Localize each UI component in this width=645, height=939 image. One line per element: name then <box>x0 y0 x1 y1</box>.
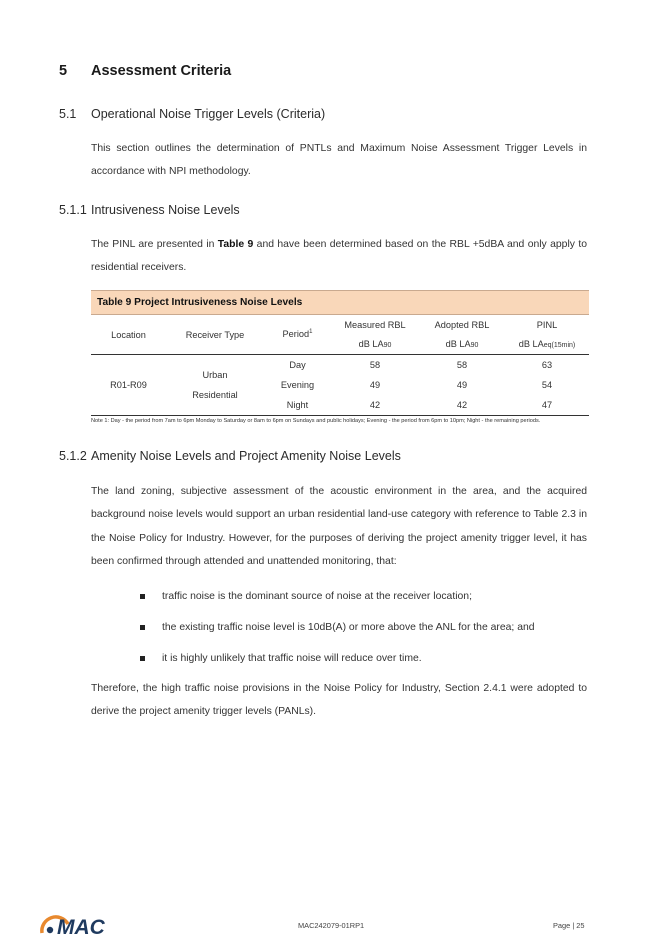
header-period-label: Period <box>282 329 310 340</box>
unit-subscript: eq(15min) <box>543 342 576 349</box>
list-item-text: traffic noise is the dominant source of noise at the receiver location; <box>162 591 472 602</box>
cell-measured: 49 <box>369 380 381 390</box>
logo-text: MAC <box>57 916 105 934</box>
table-header-row <box>91 315 589 334</box>
table-caption: Table 9 Project Intrusiveness Noise Levels <box>91 290 589 315</box>
cell-receiver-type <box>166 355 264 416</box>
cell-period: Night <box>286 400 309 410</box>
unit-measured <box>331 334 419 355</box>
header-period <box>264 315 331 355</box>
header-receiver-type: Receiver Type <box>185 329 245 340</box>
intrusiveness-table <box>91 290 589 416</box>
mac-logo <box>38 906 128 934</box>
cell-adopted: 49 <box>456 380 468 390</box>
table-grid <box>91 315 589 416</box>
mac-logo-icon <box>38 906 128 934</box>
cell-location: R01-R09 <box>110 380 147 390</box>
header-pinl: PINL <box>536 319 558 330</box>
unit-text: dB LA <box>518 339 544 349</box>
list-item-text: it is highly unlikely that traffic noise will reduce over time. <box>162 653 422 664</box>
unit-subscript: 90 <box>383 342 392 349</box>
table-note: Note 1: Day - the period from 7am to 6pm Monday to Saturday or 8am to 6pm on Sundays and public holidays; Evening - the period from 6pm to 10pm; Night - the remaining periods. <box>91 418 541 424</box>
cell-measured: 42 <box>369 400 381 410</box>
bullet-square-icon <box>140 656 145 661</box>
subsection-heading-5-1-2 <box>59 449 401 463</box>
footnote-marker: 1 <box>309 329 313 336</box>
header-measured-rbl: Measured RBL <box>344 319 406 330</box>
page-number: Page | 25 <box>553 921 585 930</box>
subsection-title: Intrusiveness Noise Levels <box>91 203 240 217</box>
unit-text: dB LA <box>445 339 471 349</box>
subsection-heading-5-1-1 <box>59 203 240 217</box>
paragraph-text: and have been determined based on the RBL +5dBA and only apply to residential receivers. <box>91 239 587 274</box>
cell-pinl: 47 <box>541 400 553 410</box>
cell-period: Evening <box>280 380 315 390</box>
section-number: 5 <box>59 63 68 79</box>
receiver-type-line: Urban <box>202 370 228 380</box>
receiver-type-line: Residential <box>192 390 238 400</box>
unit-subscript: 90 <box>470 342 479 349</box>
paragraph-pinl <box>91 233 587 280</box>
subsection-number: 5.1.2 <box>59 449 87 463</box>
table-reference: Table 9 <box>217 239 254 250</box>
section-title: Assessment Criteria <box>91 63 232 79</box>
subsection-title: Amenity Noise Levels and Project Amenity Noise Levels <box>91 449 401 463</box>
table-row <box>91 355 589 376</box>
paragraph-intro: This section outlines the determination of PNTLs and Maximum Noise Assessment Trigger Levels in accordance with NPI methodology. <box>91 143 587 178</box>
cell-adopted: 58 <box>456 360 468 370</box>
subsection-number: 5.1 <box>59 107 77 121</box>
unit-text: dB LA <box>358 339 384 349</box>
unit-adopted <box>419 334 505 355</box>
cell-measured: 58 <box>369 360 381 370</box>
header-adopted-rbl: Adopted RBL <box>434 319 490 330</box>
paragraph-text: The PINL are presented in <box>91 239 218 250</box>
bullet-square-icon <box>140 594 145 599</box>
paragraph-conclusion: Therefore, the high traffic noise provisions in the Noise Policy for Industry, Section 2.4.1 were adopted to derive the project amenity trigger levels (PANLs). <box>91 683 587 718</box>
unit-pinl <box>505 334 589 355</box>
paragraph-amenity: The land zoning, subjective assessment of the acoustic environment in the area, and the acquired background noise levels would support an urban residential land-use category with reference to Table 2.3 in the Noise Policy for Industry. However, for the purposes of deriving the project amenity trigger level, it has been confirmed through attended and unattended monitoring, that: <box>91 486 587 567</box>
document-code: MAC242079-01RP1 <box>298 921 365 930</box>
bullet-square-icon <box>140 625 145 630</box>
cell-adopted: 42 <box>456 400 468 410</box>
subsection-number: 5.1.1 <box>59 203 87 217</box>
cell-period: Day <box>289 360 306 370</box>
list-item-text: the existing traffic noise level is 10dB(A) or more above the ANL for the area; and <box>162 622 535 633</box>
cell-pinl: 63 <box>541 360 553 370</box>
section-heading <box>59 63 231 79</box>
cell-pinl: 54 <box>541 380 553 390</box>
header-location: Location <box>111 329 146 340</box>
subsection-heading-5-1 <box>59 107 325 121</box>
subsection-title: Operational Noise Trigger Levels (Criteria) <box>91 107 326 121</box>
